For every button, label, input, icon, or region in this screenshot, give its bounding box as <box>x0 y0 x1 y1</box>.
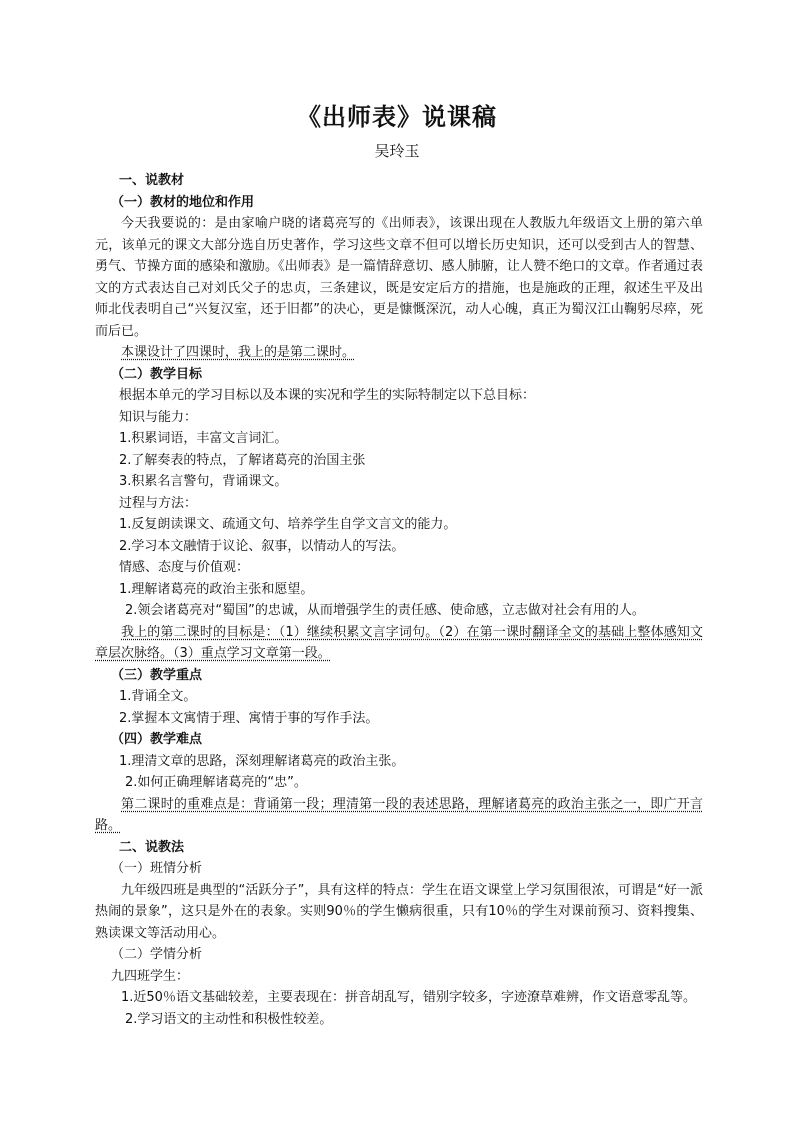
underlined-text: 第二课时的重难点是：背诵第一段；理清第一段的表述思路，理解诸葛亮的政治主张之一，即广开言路。 <box>95 796 703 833</box>
section-heading: 一、说教材 <box>119 173 185 188</box>
list-label: 九四班学生： <box>111 968 190 984</box>
subsection-heading: （三）教学重点 <box>111 667 203 683</box>
subsection-heading: （一）教材的地位和作用 <box>111 194 255 210</box>
list-item: 1.理解诸葛亮的政治主张和愿望。 <box>119 581 314 597</box>
list-item: 2.掌握本文寓情于理、寓情于事的写作手法。 <box>119 710 379 726</box>
subsection-heading: （一）班情分析 <box>111 861 203 876</box>
list-item: 1.近50％语文基础较差，主要表现在：拼音胡乱写，错别字较多，字迹潦草难辨，作文语意零乱等。 <box>121 990 696 1005</box>
list-item: 1.理清文章的思路，深刻理解诸葛亮的政治主张。 <box>119 753 405 769</box>
key-points-note <box>95 794 703 837</box>
list-label: 情感、态度与价值观： <box>119 560 250 575</box>
subsection-heading: （二）教学目标 <box>111 366 203 382</box>
list-item: 1.背诵全文。 <box>119 689 197 704</box>
document-body <box>95 170 703 1030</box>
author-name: 吴玲玉 <box>374 142 420 160</box>
section-heading: 二、说教法 <box>119 839 185 855</box>
lesson-goal-note <box>95 622 703 665</box>
list-item: 2.领会诸葛亮对“蜀国”的忠诚，从而增强学生的责任感、使命感，立志做对社会有用的人。 <box>125 603 645 618</box>
list-label: 知识与能力： <box>119 409 198 425</box>
list-item: 2.了解奏表的特点，了解诸葛亮的治国主张 <box>119 452 366 468</box>
list-item: 2.学习语文的主动性和积极性较差。 <box>125 1011 333 1027</box>
list-item: 1.积累词语，丰富文言词汇。 <box>119 431 288 446</box>
subsection-heading: （二）学情分析 <box>111 947 203 962</box>
paragraph: 根据本单元的学习目标以及本课的实况和学生的实际特制定以下总目标： <box>119 388 536 403</box>
underlined-text: 本课设计了四课时，我上的是第二课时。 <box>121 345 356 360</box>
subsection-heading: （四）教学难点 <box>111 732 203 747</box>
list-item: 1.反复朗读课文、疏通文句、培养学生自学文言文的能力。 <box>119 517 457 532</box>
underlined-text: 我上的第二课时的目标是：（1）继续积累文言字词句。（2）在第一课时翻译全文的基础上整体感知文章层次脉络。（3）重点学习文章第一段。 <box>95 624 703 661</box>
list-item: 2.如何正确理解诸葛亮的“忠”。 <box>125 775 307 790</box>
paragraph: 今天我要说的：是由家喻户晓的诸葛亮写的《出师表》，该课出现在人教版九年级语文上册的第六单元，该单元的课文大部分选自历史著作，学习这些文章不但可以增长历史知识，还可以受到古人的智慧、勇气、节操方面的感染和激励。《出师表》是一篇情辞意切、感人肺腑，让人赞不绝口的文章。作者通过表文的方式表达自己对刘氏父子的忠贞，三条建议，既是安定后方的措施，也是施政的正理，叙述生平及出师北伐表明自己“兴复汉室，还于旧都”的决心，更是慷慨深沉，动人心魄，真正为蜀汉江山鞠躬尽瘁，死而后已。 <box>95 216 703 339</box>
lesson-note <box>95 342 703 364</box>
list-item: 2.学习本文融情于议论、叙事，以情动人的写法。 <box>119 538 405 554</box>
list-item: 3.积累名言警句，背诵课文。 <box>119 474 288 489</box>
list-label: 过程与方法： <box>119 495 198 511</box>
page-title: 《出师表》说课稿 <box>297 103 497 131</box>
paragraph: 九年级四班是典型的“活跃分子”，具有这样的特点：学生在语文课堂上学习氛围很浓，可谓是“好一派热闹的景象”，这只是外在的表象。实则90％的学生懒病很重，只有10％的学生对课前预习、资料搜集、熟读课文等活动用心。 <box>95 882 703 941</box>
